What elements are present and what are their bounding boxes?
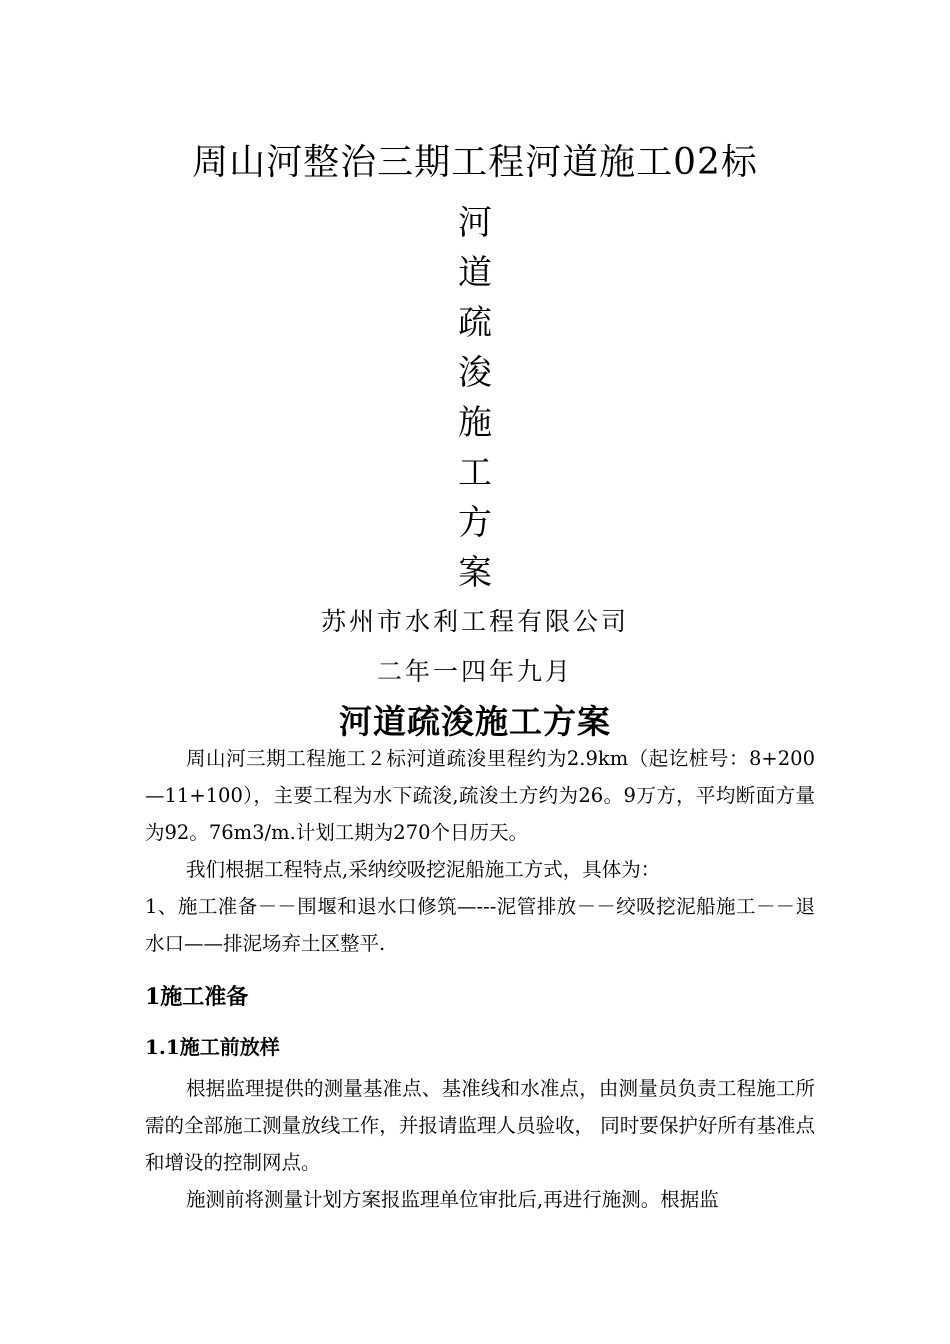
vertical-title-char: 浚 [458,353,492,393]
subsection-heading: 1.1施工前放样 [145,1035,280,1059]
body-paragraph: 施测前将测量计划方案报监理单位审批后,再进行施测。根据监 [186,1188,719,1211]
document-date: 二年一四年九月 [376,657,573,686]
vertical-title-char: 方 [458,503,492,543]
document-title: 河道疏浚施工方案 [339,702,611,741]
company-name: 苏州市水利工程有限公司 [320,607,629,636]
vertical-title-char: 工 [458,453,492,493]
vertical-title-char: 河 [458,203,492,243]
project-title: 周山河整治三期工程河道施工02标 [192,142,758,183]
vertical-title-char: 施 [458,403,492,443]
intro-paragraph: 1、施工准备－－围堰和退水口修筑—---泥管排放－－绞吸挖泥船施工－－退水口——排泥场弃土区整平. [145,895,815,955]
vertical-title-char: 案 [458,553,492,593]
section-heading: 1施工准备 [145,984,249,1010]
vertical-title-char: 疏 [458,303,492,343]
document-body [145,740,815,1218]
vertical-title-char: 道 [458,253,492,293]
intro-paragraph: 周山河三期工程施工２标河道疏浚里程约为2.9km（起讫桩号：8+200—11+100），主要工程为水下疏浚,疏浚土方约为26。9万方，平均断面方量为92。76m3/m.计划工期为270个日历天。 [145,747,815,844]
body-paragraph: 根据监理提供的测量基准点、基准线和水准点，由测量员负责工程施工所需的全部施工测量放线工作，并报请监理人员验收， 同时要保护好所有基准点和增设的控制网点。 [145,1077,815,1174]
intro-paragraph: 我们根据工程特点,采纳绞吸挖泥船施工方式，具体为： [186,858,661,881]
vertical-title [445,198,505,598]
